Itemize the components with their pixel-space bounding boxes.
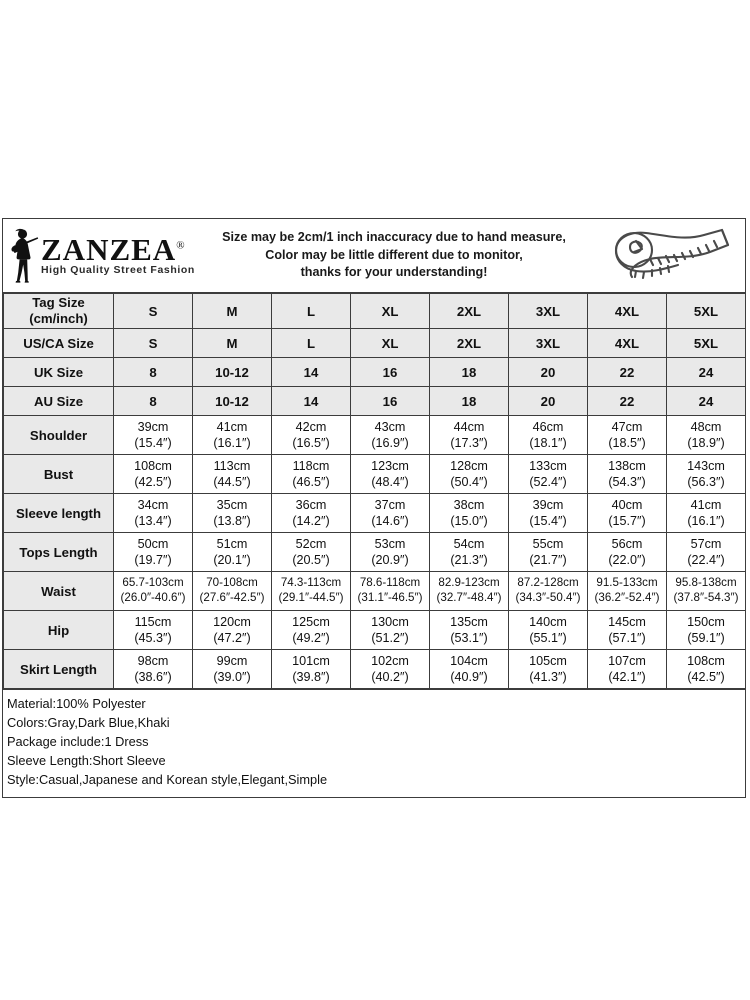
cell-tops-length-7: 56cm (22.0″) <box>588 533 667 572</box>
cell-tops-length-5: 54cm (21.3″) <box>430 533 509 572</box>
cell-skirt-length-1: 98cm (38.6″) <box>114 650 193 689</box>
cell-hip-7: 145cm (57.1″) <box>588 611 667 650</box>
cell-au-size-2: 10-12 <box>193 387 272 416</box>
cell-hip-2: 120cm (47.2″) <box>193 611 272 650</box>
cell-bust-1: 108cm (42.5″) <box>114 455 193 494</box>
cell-tag-size-5xl: 5XL <box>667 294 746 329</box>
brand-logo <box>3 227 193 285</box>
row-label-hip: Hip <box>4 611 114 650</box>
cell-us-ca-size-3: L <box>272 329 351 358</box>
cell-au-size-5: 18 <box>430 387 509 416</box>
cell-shoulder-4: 43cm (16.9″) <box>351 416 430 455</box>
row-label-shoulder: Shoulder <box>4 416 114 455</box>
cell-au-size-4: 16 <box>351 387 430 416</box>
cell-hip-4: 130cm (51.2″) <box>351 611 430 650</box>
cell-tag-size-l: L <box>272 294 351 329</box>
cell-us-ca-size-7: 4XL <box>588 329 667 358</box>
row-label-uk-size: UK Size <box>4 358 114 387</box>
cell-waist-6: 87.2-128cm (34.3″-50.4″) <box>509 572 588 611</box>
table-row-bust <box>4 455 746 494</box>
cell-uk-size-7: 22 <box>588 358 667 387</box>
cell-shoulder-7: 47cm (18.5″) <box>588 416 667 455</box>
row-label-us-ca-size: US/CA Size <box>4 329 114 358</box>
cell-waist-7: 91.5-133cm (36.2″-52.4″) <box>588 572 667 611</box>
cell-sleeve-length-2: 35cm (13.8″) <box>193 494 272 533</box>
woman-silhouette-icon <box>9 227 43 285</box>
cell-us-ca-size-4: XL <box>351 329 430 358</box>
cell-skirt-length-3: 101cm (39.8″) <box>272 650 351 689</box>
cell-uk-size-8: 24 <box>667 358 746 387</box>
cell-tops-length-2: 51cm (20.1″) <box>193 533 272 572</box>
row-label-tag-size-line1: Tag Size <box>32 295 85 311</box>
cell-bust-7: 138cm (54.3″) <box>588 455 667 494</box>
brand-tagline: High Quality Street Fashion <box>41 263 195 276</box>
cell-au-size-3: 14 <box>272 387 351 416</box>
cell-us-ca-size-2: M <box>193 329 272 358</box>
cell-shoulder-2: 41cm (16.1″) <box>193 416 272 455</box>
table-row-sleeve-length <box>4 494 746 533</box>
cell-bust-8: 143cm (56.3″) <box>667 455 746 494</box>
detail-package: Package include:1 Dress <box>7 733 149 749</box>
cell-skirt-length-6: 105cm (41.3″) <box>509 650 588 689</box>
cell-hip-6: 140cm (55.1″) <box>509 611 588 650</box>
cell-tops-length-8: 57cm (22.4″) <box>667 533 746 572</box>
cell-us-ca-size-6: 3XL <box>509 329 588 358</box>
table-row-uk-size <box>4 358 746 387</box>
cell-uk-size-4: 16 <box>351 358 430 387</box>
detail-sleeve-length: Sleeve Length:Short Sleeve <box>7 752 166 768</box>
cell-tag-size-4xl: 4XL <box>588 294 667 329</box>
cell-hip-8: 150cm (59.1″) <box>667 611 746 650</box>
row-label-tag-size <box>4 294 114 329</box>
size-chart <box>2 218 746 798</box>
cell-skirt-length-8: 108cm (42.5″) <box>667 650 746 689</box>
table-row-shoulder <box>4 416 746 455</box>
cell-waist-4: 78.6-118cm (31.1″-46.5″) <box>351 572 430 611</box>
cell-bust-6: 133cm (52.4″) <box>509 455 588 494</box>
cell-au-size-7: 22 <box>588 387 667 416</box>
cell-sleeve-length-7: 40cm (15.7″) <box>588 494 667 533</box>
cell-skirt-length-7: 107cm (42.1″) <box>588 650 667 689</box>
cell-waist-1: 65.7-103cm (26.0″-40.6″) <box>114 572 193 611</box>
disclaimer-notice <box>193 229 595 283</box>
cell-uk-size-3: 14 <box>272 358 351 387</box>
cell-sleeve-length-3: 36cm (14.2″) <box>272 494 351 533</box>
cell-tag-size-3xl: 3XL <box>509 294 588 329</box>
row-label-waist: Waist <box>4 572 114 611</box>
disclaimer-line-3: thanks for your understanding! <box>300 265 488 280</box>
cell-skirt-length-5: 104cm (40.9″) <box>430 650 509 689</box>
cell-skirt-length-4: 102cm (40.2″) <box>351 650 430 689</box>
cell-sleeve-length-8: 41cm (16.1″) <box>667 494 746 533</box>
brand-name <box>41 232 195 268</box>
cell-uk-size-5: 18 <box>430 358 509 387</box>
chart-banner <box>3 219 745 293</box>
cell-shoulder-8: 48cm (18.9″) <box>667 416 746 455</box>
cell-shoulder-5: 44cm (17.3″) <box>430 416 509 455</box>
table-row-waist <box>4 572 746 611</box>
cell-sleeve-length-1: 34cm (13.4″) <box>114 494 193 533</box>
disclaimer-line-1: Size may be 2cm/1 inch inaccuracy due to hand measure, <box>222 229 566 244</box>
cell-bust-3: 118cm (46.5″) <box>272 455 351 494</box>
cell-tops-length-3: 52cm (20.5″) <box>272 533 351 572</box>
cell-tops-length-6: 55cm (21.7″) <box>509 533 588 572</box>
cell-waist-8: 95.8-138cm (37.8″-54.3″) <box>667 572 746 611</box>
cell-shoulder-1: 39cm (15.4″) <box>114 416 193 455</box>
cell-waist-3: 74.3-113cm (29.1″-44.5″) <box>272 572 351 611</box>
row-label-au-size: AU Size <box>4 387 114 416</box>
cell-au-size-8: 24 <box>667 387 746 416</box>
row-label-sleeve-length: Sleeve length <box>4 494 114 533</box>
cell-tag-size-xl: XL <box>351 294 430 329</box>
cell-tag-size-2xl: 2XL <box>430 294 509 329</box>
row-label-tag-size-line2: (cm/inch) <box>29 311 88 326</box>
disclaimer-line-2: Color may be little different due to monitor, <box>265 247 523 262</box>
row-label-bust: Bust <box>4 455 114 494</box>
table-row-us-ca-size <box>4 329 746 358</box>
cell-hip-1: 115cm (45.3″) <box>114 611 193 650</box>
cell-tag-size-m: M <box>193 294 272 329</box>
detail-colors: Colors:Gray,Dark Blue,Khaki <box>7 714 170 730</box>
cell-hip-3: 125cm (49.2″) <box>272 611 351 650</box>
table-row-tag-size <box>4 294 746 329</box>
cell-sleeve-length-4: 37cm (14.6″) <box>351 494 430 533</box>
registered-trademark-icon: ® <box>176 239 186 252</box>
cell-tops-length-4: 53cm (20.9″) <box>351 533 430 572</box>
cell-tag-size-s: S <box>114 294 193 329</box>
product-details <box>3 689 745 797</box>
table-row-hip <box>4 611 746 650</box>
table-row-skirt-length <box>4 650 746 689</box>
cell-bust-2: 113cm (44.5″) <box>193 455 272 494</box>
brand-name-text: ZANZEA <box>41 232 177 268</box>
detail-material: Material:100% Polyester <box>7 696 146 711</box>
table-row-tops-length <box>4 533 746 572</box>
size-table <box>3 293 746 689</box>
cell-waist-5: 82.9-123cm (32.7″-48.4″) <box>430 572 509 611</box>
cell-sleeve-length-6: 39cm (15.4″) <box>509 494 588 533</box>
detail-style: Style:Casual,Japanese and Korean style,Elegant,Simple <box>7 771 328 787</box>
row-label-tops-length: Tops Length <box>4 533 114 572</box>
cell-au-size-6: 20 <box>509 387 588 416</box>
cell-skirt-length-2: 99cm (39.0″) <box>193 650 272 689</box>
measuring-tape-icon <box>595 225 745 287</box>
cell-uk-size-6: 20 <box>509 358 588 387</box>
cell-us-ca-size-5: 2XL <box>430 329 509 358</box>
cell-uk-size-1: 8 <box>114 358 193 387</box>
cell-au-size-1: 8 <box>114 387 193 416</box>
table-row-au-size <box>4 387 746 416</box>
cell-sleeve-length-5: 38cm (15.0″) <box>430 494 509 533</box>
cell-bust-4: 123cm (48.4″) <box>351 455 430 494</box>
row-label-skirt-length: Skirt Length <box>4 650 114 689</box>
cell-waist-2: 70-108cm (27.6″-42.5″) <box>193 572 272 611</box>
cell-hip-5: 135cm (53.1″) <box>430 611 509 650</box>
cell-us-ca-size-1: S <box>114 329 193 358</box>
cell-bust-5: 128cm (50.4″) <box>430 455 509 494</box>
cell-uk-size-2: 10-12 <box>193 358 272 387</box>
cell-shoulder-3: 42cm (16.5″) <box>272 416 351 455</box>
cell-tops-length-1: 50cm (19.7″) <box>114 533 193 572</box>
cell-shoulder-6: 46cm (18.1″) <box>509 416 588 455</box>
cell-us-ca-size-8: 5XL <box>667 329 746 358</box>
